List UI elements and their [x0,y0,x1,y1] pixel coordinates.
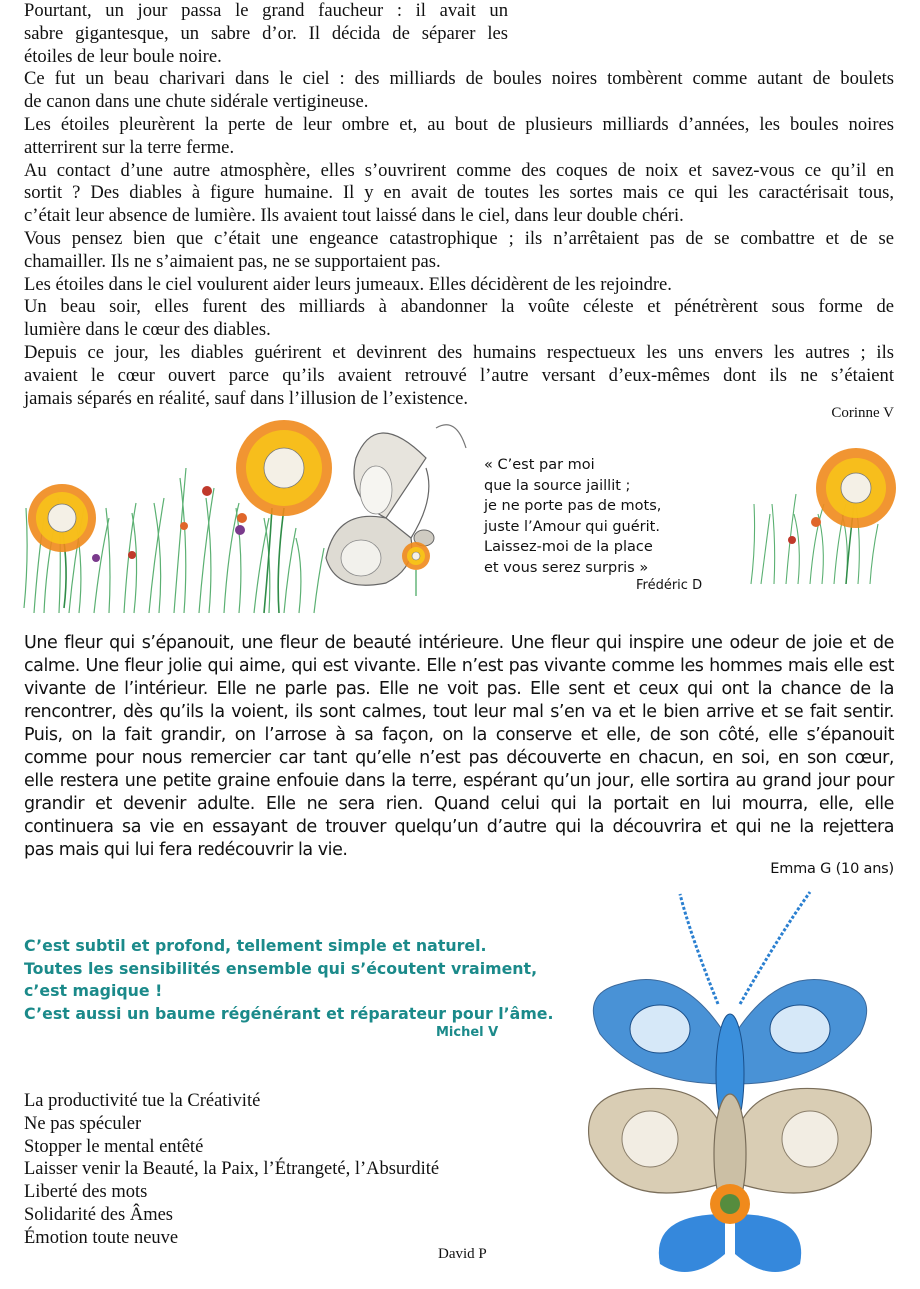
emma-line: Puis, on la fait grandir, on l’arrose à sa façon, on la conserve et elle, de son côté, elle s’épanouit [24,725,894,745]
poem-line: Laissez-moi de la place [484,539,653,556]
emma-line: comme pour nous remercier car tant qu’elle n’est pas découverte en chacun, en soi, en son cœur, [24,748,894,768]
story-line: avaient le cœur ouvert parce qu’ils avaient retrouvé l’autre versant d’eux-mêmes dont ils ne s’étaient [24,364,894,386]
emma-line: elle restera une petite graine enfouie dans la terre, espérant qu’un jour, elle sortira au grand jour pour [24,771,894,791]
emma-line: continuera sa vie en essayant de trouver quelqu’un d’autre qui la découvrira et qui ne la rejettera [24,817,894,837]
story-line: Les étoiles pleurèrent la perte de leur ombre et, au bout de plusieurs milliards d’années, les boules noires [24,113,894,135]
david-signature: David P [438,1246,487,1262]
david-poem [24,1090,439,1250]
emma-line: vivante de l’intérieur. Elle ne parle pas. Elle ne voit pas. Elle sent et ceux qui ont la chance de la [24,679,894,699]
story-line: sortit ? Des diables à figure humaine. Il y en avait de toutes les sortes mais ce qui les caractérisait tous, [24,182,894,204]
gray-butterfly-illustration [316,418,482,598]
story-line: atterrirent sur la terre ferme. [24,136,235,158]
story-line: chamailler. Ils ne s’aimaient pas, ne se supportaient pas. [24,250,441,272]
story-line: Depuis ce jour, les diables guérirent et devinrent des humains respectueux les uns envers les autres ; ils [24,341,894,363]
poem-signature: Frédéric D [636,578,703,593]
emma-line: grandir et devenir adulte. Elle ne sera rien. Quand celui qui la portait en lui mourra, elle, elle [24,794,894,814]
emma-line: rencontrer, dès qu’ils la voient, ils sont calmes, tout leur mal s’en va et le bien arrive et se fait sentir. [24,702,894,722]
poem-frederic [484,455,661,579]
story-line: étoiles de leur boule noire. [24,45,222,67]
story-line: sabre gigantesque, un sabre d’or. Il décida de séparer les [24,22,508,44]
story-line: jamais séparés en réalité, sauf dans l’illusion de l’existence. [24,387,469,409]
michel-quote [24,935,554,1025]
emma-line: Une fleur qui s’épanouit, une fleur de beauté intérieure. Une fleur qui inspire une odeur de joie et de [24,633,894,653]
poem-line: et vous serez surpris » [484,559,649,576]
quote-line: Toutes les sensibilités ensemble qui s’écoutent vraiment, [24,958,538,978]
poem-line: « C’est par moi [484,457,595,473]
poem-line: Stopper le mental entêté [24,1136,204,1157]
story-line: Vous pensez bien que c’était une engeance catastrophique ; ils n’arrêtaient pas de se combattre et de se [24,227,894,249]
flower-meadow-illustration [14,408,344,618]
poem-line: juste l’Amour qui guérit. [484,518,660,535]
poem-line: Solidarité des Âmes [24,1204,174,1225]
emma-line: pas mais qui lui fera redécouvrir la vie. [24,840,348,860]
story-signature: Corinne V [831,405,894,421]
poem-line: Laisser venir la Beauté, la Paix, l’Étrangeté, l’Absurdité [24,1159,440,1180]
story-line: Au contact d’une autre atmosphère, elles s’ouvrirent comme des coques de noix et savez-vous ce qu’il en [24,159,894,181]
story-line: Un beau soir, elles furent des milliards à abandonner la voûte céleste et pénétrèrent sous forme de [24,296,894,318]
story-text [24,0,894,410]
blue-beige-butterfly-illustration [580,884,880,1282]
flower-illustration [746,444,902,586]
emma-line: calme. Une fleur jolie qui aime, qui est vivante. Elle n’est pas vivante comme les hommes mais elle est [24,656,894,676]
story-line: lumière dans le cœur des diables. [24,319,271,341]
quote-line: C’est subtil et profond, tellement simple et naturel. [24,936,487,955]
story-line: c’était leur absence de lumière. Ils avaient tout laissé dans le ciel, dans leur double chéri. [24,205,684,227]
poem-line: La productivité tue la Créativité [24,1091,261,1111]
emma-signature: Emma G (10 ans) [770,861,894,877]
quote-line: C’est aussi un baume régénérant et réparateur pour l’âme. [24,1003,554,1023]
poem-line: que la source jaillit ; [484,477,631,494]
michel-signature: Michel V [436,1025,499,1040]
poem-line: je ne porte pas de mots, [484,498,662,515]
story-line: Les étoiles dans le ciel voulurent aider leurs jumeaux. Elles décidèrent de les rejoindre. [24,273,672,295]
poem-line: Liberté des mots [24,1182,148,1203]
story-line: Ce fut un beau charivari dans le ciel : des milliards de boules noires tombèrent comme autant de boulets [24,68,894,90]
story-line: de canon dans une chute sidérale vertigineuse. [24,91,369,113]
poem-line: Ne pas spéculer [24,1113,142,1134]
emma-text [24,632,894,862]
story-line: Pourtant, un jour passa le grand faucheur : il avait un [24,0,508,21]
quote-line: c’est magique ! [24,981,163,1000]
poem-line: Émotion toute neuve [24,1227,179,1248]
